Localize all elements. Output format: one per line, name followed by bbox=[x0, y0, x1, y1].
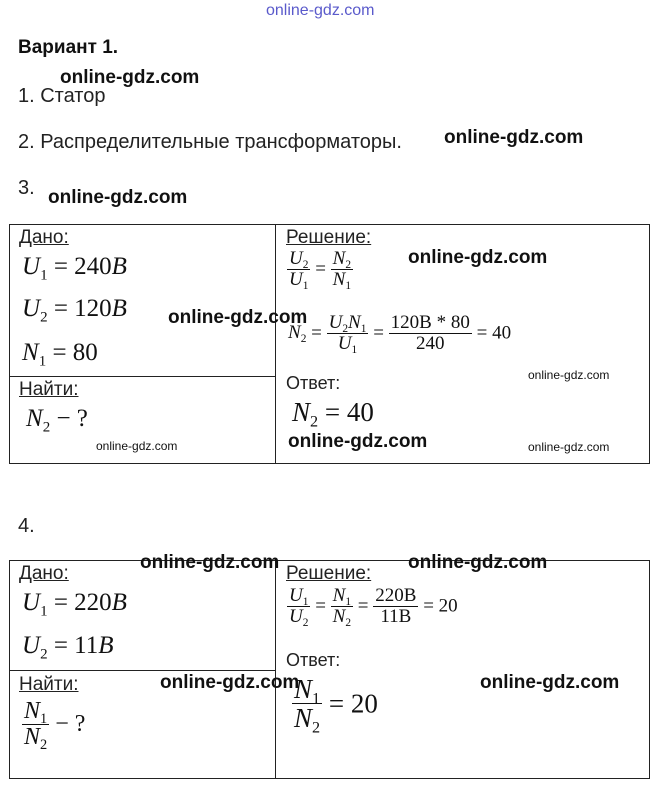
watermark: online-gdz.com bbox=[168, 307, 308, 328]
answer-value: $\frac{N_1}{N_2}$ = 20 bbox=[294, 674, 378, 737]
n1-value: 80 bbox=[72, 339, 98, 366]
answer-label: Ответ: bbox=[286, 373, 341, 393]
watermark: online-gdz.com bbox=[444, 127, 584, 148]
answer-4-number: 4. bbox=[18, 515, 35, 537]
unit: B bbox=[98, 632, 114, 659]
watermark: online-gdz.com bbox=[480, 672, 620, 693]
unit: B bbox=[111, 589, 127, 616]
page-title: Вариант 1. bbox=[18, 37, 119, 58]
u2-value: 120 bbox=[74, 295, 112, 322]
table-divider bbox=[9, 670, 275, 671]
watermark: online-gdz.com bbox=[528, 368, 610, 382]
calc-result: 20 bbox=[438, 595, 458, 617]
watermark: online-gdz.com bbox=[140, 552, 280, 573]
given-u2: $U_2 = 120B$ bbox=[22, 295, 127, 326]
watermark-top: online-gdz.com bbox=[266, 2, 375, 19]
given-u2: $U_2 = 11B$ bbox=[22, 632, 114, 663]
find-label: Найти: bbox=[19, 379, 79, 400]
answer-3-number: 3. bbox=[18, 177, 35, 199]
u2-value: 11 bbox=[74, 632, 99, 659]
u1-value: 220 bbox=[74, 589, 112, 616]
table-divider bbox=[9, 376, 275, 377]
answer-label: Ответ: bbox=[286, 650, 341, 670]
answer-number: 20 bbox=[350, 688, 378, 719]
calc-denominator: 11B bbox=[380, 605, 412, 627]
watermark: online-gdz.com bbox=[408, 247, 548, 268]
solution-label: Решение: bbox=[286, 227, 372, 248]
formula-calc: $\frac{U_1}{U_2}$ = $\frac{N_1}{N_2}$ = $\frac{220B}{11B}$ = 20 bbox=[289, 585, 458, 629]
given-label: Дано: bbox=[19, 227, 69, 248]
solution-label: Решение: bbox=[286, 563, 372, 584]
given-u1: $U_1 = 220B$ bbox=[22, 589, 127, 620]
watermark: online-gdz.com bbox=[60, 67, 200, 88]
calc-result: 40 bbox=[492, 322, 512, 344]
given-u1: $U_1 = 240B$ bbox=[22, 253, 127, 284]
find-ratio: $\frac{N_1}{N_2}$ − ? bbox=[24, 698, 86, 754]
watermark: online-gdz.com bbox=[528, 440, 610, 454]
calc-numerator: 220B bbox=[375, 585, 417, 606]
calc-denominator: 240 bbox=[416, 332, 445, 354]
watermark: online-gdz.com bbox=[96, 439, 178, 453]
answer-1: 1. Статор bbox=[18, 85, 106, 107]
watermark: online-gdz.com bbox=[408, 552, 548, 573]
formula-ratio: $\frac{U_2}{U_1}$ = $\frac{N_2}{N_1}$ bbox=[289, 248, 352, 292]
formula-calc: $N_2$ = $\frac{U_2N_1}{U_1}$ = $\frac{120B * 80}{240}$ = 40 bbox=[288, 312, 512, 356]
calc-numerator: 120B * 80 bbox=[390, 312, 470, 333]
watermark: online-gdz.com bbox=[48, 187, 188, 208]
table-divider bbox=[275, 224, 276, 464]
u1-value: 240 bbox=[74, 253, 112, 280]
table-divider bbox=[275, 560, 276, 779]
given-label: Дано: bbox=[19, 563, 69, 584]
find-label: Найти: bbox=[19, 674, 79, 695]
watermark: online-gdz.com bbox=[160, 672, 300, 693]
given-n1: $N_1 = 80$ bbox=[22, 339, 98, 370]
watermark: online-gdz.com bbox=[288, 431, 428, 452]
unit: B bbox=[111, 253, 127, 280]
answer-value: $N_2 = 40$ bbox=[292, 397, 374, 431]
unit: B bbox=[111, 295, 127, 322]
answer-number: 40 bbox=[346, 397, 374, 427]
find-n2: $N_2$ − ? bbox=[26, 405, 88, 436]
answer-2: 2. Распределительные трансформаторы. bbox=[18, 131, 402, 153]
